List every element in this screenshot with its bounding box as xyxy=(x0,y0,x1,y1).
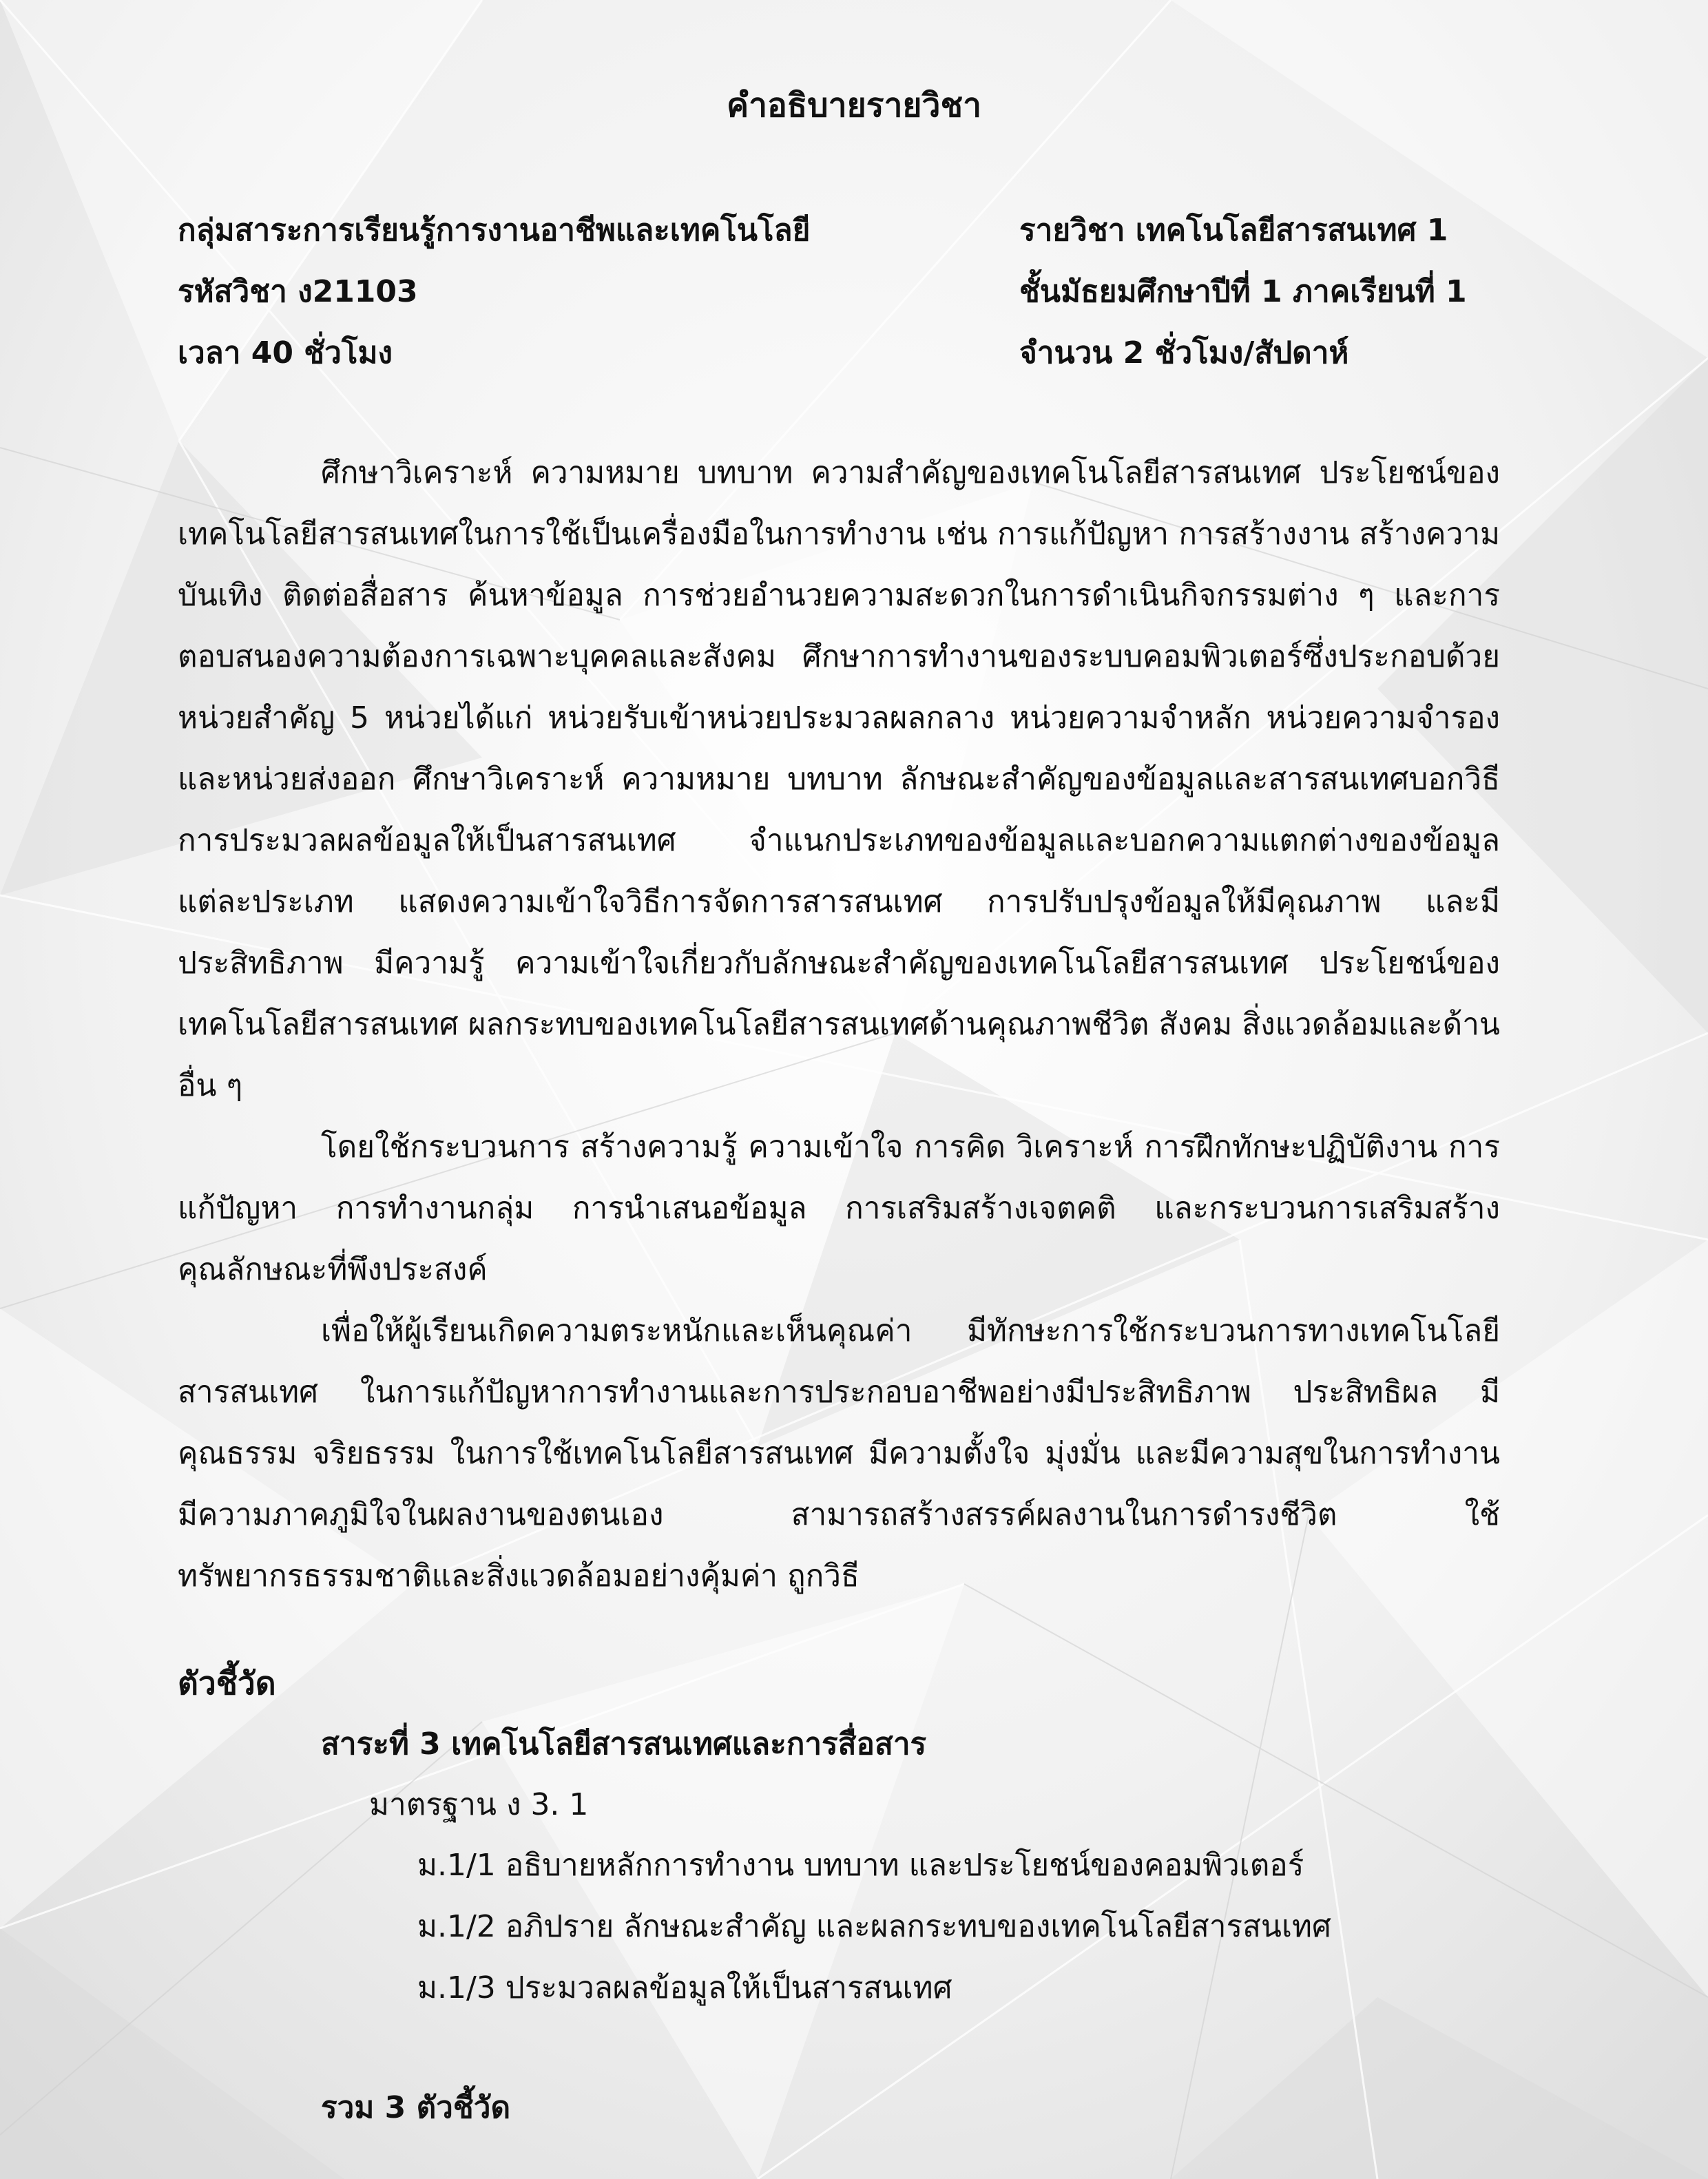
course-description xyxy=(178,442,1500,1607)
course-hours: เวลา 40 ชั่วโมง xyxy=(178,335,393,371)
learning-area: กลุ่มสาระการเรียนรู้การงานอาชีพและเทคโนโลยี xyxy=(178,213,811,248)
indicator-list xyxy=(417,1835,1331,2019)
description-paragraph: ศึกษาวิเคราะห์ ความหมาย บทบาท ความสำคัญของเทคโนโลยีสารสนเทศ ประโยชน์ของเทคโนโลยีสารสนเทศในการใช้เป็นเครื่องมือในการทำงาน เช่น การแก้ปัญหา การสร้างงาน สร้างความบันเทิง ติดต่อสื่อสาร ค้นหาข้อมูล การช่วยอำนวยความสะดวกในการดำเนินกิจกรรมต่าง ๆ และการตอบสนองความต้องการเฉพาะบุคคลและสังคม ศึกษาการทำงานของระบบคอมพิวเตอร์ซึ่งประกอบด้วยหน่วยสำคัญ 5 หน่วยได้แก่ หน่วยรับเข้าหน่วยประมวลผลกลาง หน่วยความจำหลัก หน่วยความจำรองและหน่วยส่งออก ศึกษาวิเคราะห์ ความหมาย บทบาท ลักษณะสำคัญของข้อมูลและสารสนเทศบอกวิธีการประมวลผลข้อมูลให้เป็นสารสนเทศ จำแนกประเภทของข้อมูลและบอกความแตกต่างของข้อมูลแต่ละประเภท แสดงความเข้าใจวิธีการจัดการสารสนเทศ การปรับปรุงข้อมูลให้มีคุณภาพ และมีประสิทธิภาพ มีความรู้ ความเข้าใจเกี่ยวกับลักษณะสำคัญของเทคโนโลยีสารสนเทศ ประโยชน์ของเทคโนโลยีสารสนเทศ ผลกระทบของเทคโนโลยีสารสนเทศด้านคุณภาพชีวิต สังคม สิ่งแวดล้อมและด้านอื่น ๆ xyxy=(178,455,1500,1103)
grade-semester: ชั้นมัธยมศึกษาปีที่ 1 ภาคเรียนที่ 1 xyxy=(1019,274,1467,309)
document-title: คำอธิบายรายวิชา xyxy=(726,86,982,125)
course-info-right xyxy=(1019,200,1639,384)
indicators-total: รวม 3 ตัวชี้วัด xyxy=(321,2090,511,2125)
course-name: รายวิชา เทคโนโลยีสารสนเทศ 1 xyxy=(1019,213,1448,248)
strand-title: สาระที่ 3 เทคโนโลยีสารสนเทศและการสื่อสาร xyxy=(321,1727,927,1762)
indicator-item: ม.1/3 ประมวลผลข้อมูลให้เป็นสารสนเทศ xyxy=(417,1970,952,2005)
course-code: รหัสวิชา ง21103 xyxy=(178,274,418,309)
description-paragraph: โดยใช้กระบวนการ สร้างความรู้ ความเข้าใจ การคิด วิเคราะห์ การฝึกทักษะปฏิบัติงาน การแก้ปัญหา การทำงานกลุ่ม การนำเสนอข้อมูล การเสริมสร้างเจตคติ และกระบวนการเสริมสร้างคุณลักษณะที่พึงประสงค์ xyxy=(178,1129,1500,1287)
standard-label: มาตรฐาน ง 3. 1 xyxy=(369,1787,589,1822)
indicators-heading: ตัวชี้วัด xyxy=(178,1665,276,1702)
indicator-item: ม.1/1 อธิบายหลักการทำงาน บทบาท และประโยชน์ของคอมพิวเตอร์ xyxy=(417,1848,1304,1883)
course-info-left xyxy=(178,200,970,384)
indicator-item: ม.1/2 อภิปราย ลักษณะสำคัญ และผลกระทบของเทคโนโลยีสารสนเทศ xyxy=(417,1909,1331,1944)
weekly-hours: จำนวน 2 ชั่วโมง/สัปดาห์ xyxy=(1019,335,1349,371)
description-paragraph: เพื่อให้ผู้เรียนเกิดความตระหนักและเห็นคุณค่า มีทักษะการใช้กระบวนการทางเทคโนโลยีสารสนเทศ ในการแก้ปัญหาการทำงานและการประกอบอาชีพอย่างมีประสิทธิภาพ ประสิทธิผล มีคุณธรรม จริยธรรม ในการใช้เทคโนโลยีสารสนเทศ มีความตั้งใจ มุ่งมั่น และมีความสุขในการทำงาน มีความภาคภูมิใจในผลงานของตนเอง สามารถสร้างสรรค์ผลงานในการดำรงชีวิต ใช้ทรัพยากรธรรมชาติและสิ่งแวดล้อมอย่างคุ้มค่า ถูกวิธี xyxy=(178,1313,1500,1594)
